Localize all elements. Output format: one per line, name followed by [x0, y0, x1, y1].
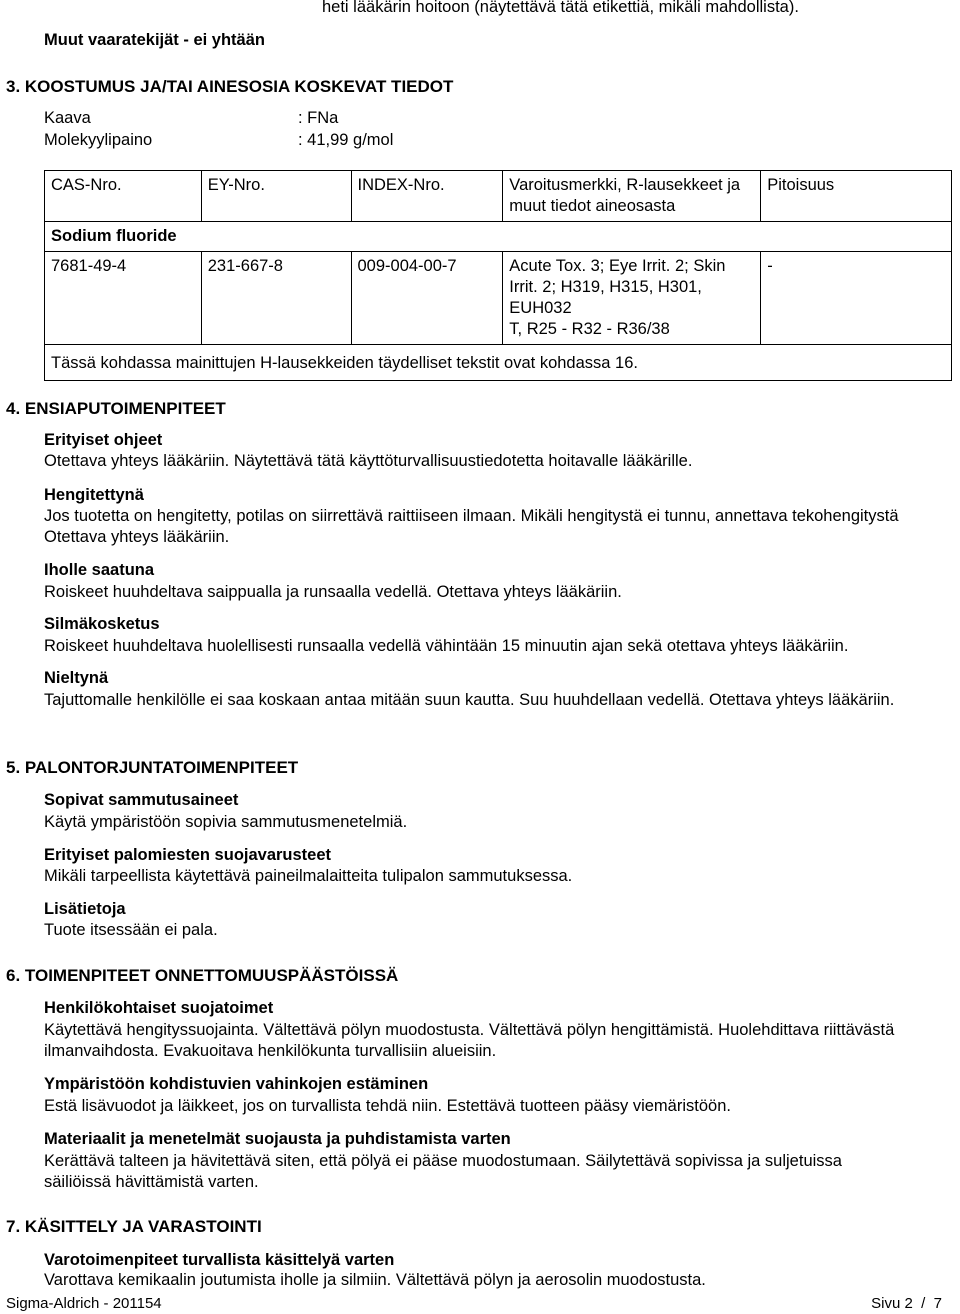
header-concentration: Pitoisuus	[761, 171, 952, 222]
table-row	[45, 252, 952, 345]
s6-item-title: Henkilökohtaiset suojatoimet	[44, 999, 274, 1017]
s7-item-title: Varotoimenpiteet turvallista käsittelyä varten	[44, 1251, 395, 1269]
s7-item-text: Varottava kemikaalin joutumista iholle ja silmiin. Vältettävä pölyn ja aerosolin muodostusta.	[44, 1271, 706, 1289]
s6-item-text: Käytettävä hengityssuojainta. Vältettävä pölyn muodostusta. Vältettävä pölyn hengittämistä. Huolehdittava riittävästä ilmanvaihdosta. Evakuoitava henkilökunta turvallisiin alueisiin.	[44, 1021, 895, 1060]
section-7-heading: 7. KÄSITTELY JA VARASTOINTI	[6, 1217, 262, 1236]
s6-item-title: Ympäristöön kohdistuvien vahinkojen estäminen	[44, 1075, 429, 1093]
table-header-row	[45, 171, 952, 222]
s4-item-title: Erityiset ohjeet	[44, 431, 163, 449]
hazard-line: T, R25 - R32 - R36/38	[509, 320, 670, 338]
cell-cas: 7681-49-4	[45, 252, 202, 345]
s4-item-text: Jos tuotetta on hengitetty, potilas on siirrettävä raittiiseen ilmaan. Mikäli hengitystä ei tunnu, annettava tekohengitystä Otettava yhteys lääkäriin.	[44, 507, 899, 546]
cell-hazard	[503, 252, 761, 345]
footer-page-number: Sivu 2 / 7	[871, 1295, 942, 1312]
cell-ec: 231-667-8	[201, 252, 351, 345]
other-hazards: Muut vaaratekijät - ei yhtään	[44, 31, 265, 49]
cell-concentration: -	[761, 252, 952, 345]
hazard-line: Acute Tox. 3; Eye Irrit. 2; Skin	[509, 257, 726, 275]
section-4-heading: 4. ENSIAPUTOIMENPITEET	[6, 399, 226, 418]
composition-table	[44, 170, 952, 381]
substance-row	[45, 222, 952, 252]
s6-item-title: Materiaalit ja menetelmät suojausta ja puhdistamista varten	[44, 1130, 511, 1148]
s4-item-title: Nieltynä	[44, 669, 109, 687]
section-3-heading: 3. KOOSTUMUS JA/TAI AINESOSIA KOSKEVAT TIEDOT	[6, 77, 454, 96]
s5-item-title: Erityiset palomiesten suojavarusteet	[44, 846, 332, 864]
header-hazard: Varoitusmerkki, R-lausekkeet ja muut tiedot aineosasta	[503, 171, 761, 222]
s4-item-text: Tajuttomalle henkilölle ei saa koskaan antaa mitään suun kautta. Suu huuhdellaan vedellä. Otettava yhteys lääkäriin.	[44, 691, 895, 709]
header-ec: EY-Nro.	[201, 171, 351, 222]
s5-item-text: Tuote itsessään ei pala.	[44, 921, 218, 939]
formula-value: : FNa	[298, 109, 339, 127]
s4-item-text: Roiskeet huuhdeltava saippualla ja runsaalla vedellä. Otettava yhteys lääkäriin.	[44, 583, 622, 601]
formula-label: Kaava	[44, 109, 91, 127]
continued-text: heti lääkärin hoitoon (näytettävä tätä etikettiä, mikäli mahdollista).	[322, 0, 799, 16]
hazard-line: Irrit. 2; H319, H315, H301,	[509, 278, 702, 296]
header-cas: CAS-Nro.	[45, 171, 202, 222]
mw-label: Molekyylipaino	[44, 131, 153, 149]
section-6-heading: 6. TOIMENPITEET ONNETTOMUUSPÄÄSTÖISSÄ	[6, 966, 399, 985]
section-5-heading: 5. PALONTORJUNTATOIMENPITEET	[6, 758, 299, 777]
table-note: Tässä kohdassa mainittujen H-lausekkeiden täydelliset tekstit ovat kohdassa 16.	[45, 345, 952, 381]
substance-name: Sodium fluoride	[45, 222, 952, 252]
hazard-line: EUH032	[509, 299, 572, 317]
s5-item-title: Lisätietoja	[44, 900, 126, 918]
s4-item-title: Silmäkosketus	[44, 615, 160, 633]
s4-item-title: Iholle saatuna	[44, 561, 155, 579]
s5-item-title: Sopivat sammutusaineet	[44, 791, 239, 809]
s5-item-text: Käytä ympäristöön sopivia sammutusmenetelmiä.	[44, 813, 408, 831]
cell-index: 009-004-00-7	[351, 252, 503, 345]
s4-item-text: Roiskeet huuhdeltava huolellisesti runsaalla vedellä vähintään 15 minuutin ajan sekä otettava yhteys lääkäriin.	[44, 637, 849, 655]
mw-value: : 41,99 g/mol	[298, 131, 394, 149]
s6-item-text: Estä lisävuodot ja läikkeet, jos on turvallista tehdä niin. Estettävä tuotteen pääsy viemäristöön.	[44, 1097, 731, 1115]
note-row	[45, 345, 952, 381]
s6-item-text: Kerättävä talteen ja hävitettävä siten, että pölyä ei pääse muodostumaan. Säilytettävä sopivissa ja suljetuissa säiliöissä hävittämistä varten.	[44, 1152, 842, 1191]
s4-item-text: Otettava yhteys lääkäriin. Näytettävä tätä käyttöturvallisuustiedotetta hoitavalle lääkärille.	[44, 452, 693, 470]
s4-item-title: Hengitettynä	[44, 486, 144, 504]
s5-item-text: Mikäli tarpeellista käytettävä paineilmalaitteita tulipalon sammutuksessa.	[44, 867, 573, 885]
header-index: INDEX-Nro.	[351, 171, 503, 222]
footer-left: Sigma-Aldrich - 201154	[6, 1295, 162, 1312]
